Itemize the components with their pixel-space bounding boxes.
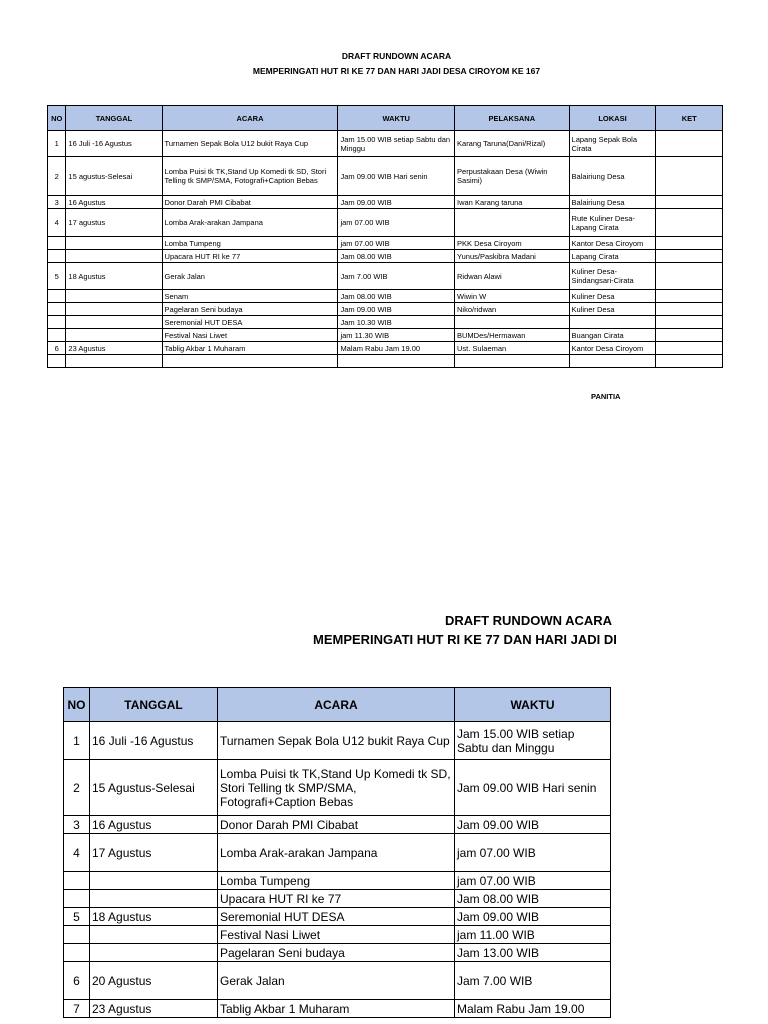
doc2-cell-acara: Seremonial HUT DESA	[218, 908, 455, 926]
table-row	[48, 303, 723, 316]
doc1-cell-ket	[656, 263, 723, 290]
doc1-header-acara: ACARA	[162, 106, 338, 131]
doc2-cell-tanggal: 23 Agustus	[90, 1000, 218, 1018]
table-row	[48, 157, 723, 196]
doc1-cell-no	[48, 316, 66, 329]
doc1-cell-ket	[656, 303, 723, 316]
doc2-cell-no: 5	[64, 908, 90, 926]
doc1-cell-tanggal: 23 Agustus	[66, 342, 162, 355]
table-row	[64, 926, 611, 944]
doc1-cell-no	[48, 290, 66, 303]
doc2-header-tanggal: TANGGAL	[90, 688, 218, 722]
doc1-cell-tanggal	[66, 316, 162, 329]
doc1-cell-no: 3	[48, 196, 66, 209]
doc1-cell-ket	[656, 329, 723, 342]
doc1-cell-tanggal: 15 agustus-Selesai	[66, 157, 162, 196]
doc1-cell-ket	[656, 316, 723, 329]
doc2-cell-waktu: Jam 09.00 WIB Hari senin	[455, 760, 611, 816]
doc2-cell-acara: Pagelaran Seni budaya	[218, 944, 455, 962]
doc1-cell-acara	[162, 355, 338, 368]
doc1-header-ket: KET	[656, 106, 723, 131]
doc1-cell-lokasi: Lapang Sepak Bola Cirata	[569, 131, 656, 157]
doc1-cell-acara: Gerak Jalan	[162, 263, 338, 290]
doc1-cell-pelaksana: Perpustakaan Desa (Wiwin Sasimi)	[455, 157, 570, 196]
doc2-cell-waktu: Jam 13.00 WIB	[455, 944, 611, 962]
doc2-cell-waktu: jam 07.00 WIB	[455, 834, 611, 872]
doc1-header-pelaksana: PELAKSANA	[455, 106, 570, 131]
doc1-cell-tanggal	[66, 290, 162, 303]
doc2-cell-no: 2	[64, 760, 90, 816]
table-row	[48, 316, 723, 329]
doc1-cell-ket	[656, 342, 723, 355]
doc2-cell-tanggal	[90, 944, 218, 962]
table-row	[64, 908, 611, 926]
table-row	[48, 209, 723, 237]
doc2-cell-waktu: jam 11.00 WIB	[455, 926, 611, 944]
doc1-cell-lokasi: Lapang Cirata	[569, 250, 656, 263]
doc1-cell-tanggal	[66, 355, 162, 368]
doc2-cell-tanggal	[90, 890, 218, 908]
doc1-cell-waktu: jam 11.30 WIB	[338, 329, 455, 342]
doc1-cell-no	[48, 250, 66, 263]
table-row	[64, 962, 611, 1000]
doc2-cell-no	[64, 872, 90, 890]
doc2-cell-waktu: Jam 08.00 WIB	[455, 890, 611, 908]
doc1-cell-acara: Lomba Tumpeng	[162, 237, 338, 250]
doc1-header-no: NO	[48, 106, 66, 131]
doc2-cell-acara: Festival Nasi Liwet	[218, 926, 455, 944]
doc2-cell-waktu: Jam 7.00 WIB	[455, 962, 611, 1000]
doc2-cell-tanggal: 16 Agustus	[90, 816, 218, 834]
doc1-cell-pelaksana: Karang Taruna(Dani/Rizal)	[455, 131, 570, 157]
doc1-header-row	[48, 106, 723, 131]
doc1-cell-lokasi: Kantor Desa Ciroyom	[569, 342, 656, 355]
doc1-header-tanggal: TANGGAL	[66, 106, 162, 131]
doc1-cell-waktu	[338, 355, 455, 368]
table-row	[64, 890, 611, 908]
doc1-cell-ket	[656, 157, 723, 196]
doc1-cell-pelaksana: BUMDes/Hermawan	[455, 329, 570, 342]
doc1-cell-ket	[656, 209, 723, 237]
doc1-cell-lokasi	[569, 355, 656, 368]
doc1-cell-ket	[656, 131, 723, 157]
doc2-cell-tanggal	[90, 872, 218, 890]
table-row	[48, 250, 723, 263]
doc1-cell-waktu: Jam 09.00 WIB	[338, 303, 455, 316]
doc1-cell-no	[48, 303, 66, 316]
doc1-header-waktu: WAKTU	[338, 106, 455, 131]
doc1-cell-waktu: Jam 7.00 WIB	[338, 263, 455, 290]
doc1-cell-pelaksana	[455, 209, 570, 237]
signature-label: PANITIA	[591, 392, 621, 401]
doc1-cell-pelaksana: Ust. Sulaeman	[455, 342, 570, 355]
doc2-cell-tanggal: 20 Agustus	[90, 962, 218, 1000]
table-row	[48, 196, 723, 209]
doc1-cell-pelaksana: Yunus/Paskibra Madani	[455, 250, 570, 263]
doc2-cell-no	[64, 944, 90, 962]
table-row	[64, 944, 611, 962]
doc1-cell-lokasi: Rute Kuliner Desa-Lapang Cirata	[569, 209, 656, 237]
doc1-cell-pelaksana: Ridwan Alawi	[455, 263, 570, 290]
doc2-header-row	[64, 688, 611, 722]
doc1-cell-waktu: Jam 09.00 WIB Hari senin	[338, 157, 455, 196]
doc1-cell-waktu: jam 07.00 WIB	[338, 237, 455, 250]
doc1-cell-ket	[656, 196, 723, 209]
doc1-cell-pelaksana	[455, 355, 570, 368]
doc1-cell-no: 4	[48, 209, 66, 237]
doc2-cell-acara: Gerak Jalan	[218, 962, 455, 1000]
doc1-cell-tanggal: 16 Juli -16 Agustus	[66, 131, 162, 157]
doc1-cell-waktu: Jam 08.00 WIB	[338, 250, 455, 263]
doc1-cell-lokasi: Kuliner Desa-Sindangsari-Cirata	[569, 263, 656, 290]
doc1-cell-acara: Lomba Arak-arakan Jampana	[162, 209, 338, 237]
doc1-cell-ket	[656, 250, 723, 263]
table-row	[64, 722, 611, 760]
doc1-cell-tanggal: 17 agustus	[66, 209, 162, 237]
doc1-cell-acara: Seremonial HUT DESA	[162, 316, 338, 329]
doc2-cell-acara: Tablig Akbar 1 Muharam	[218, 1000, 455, 1018]
table-row	[48, 290, 723, 303]
table-row	[48, 263, 723, 290]
doc1-cell-waktu: Jam 15.00 WIB setiap Sabtu dan Minggu	[338, 131, 455, 157]
doc1-cell-no: 5	[48, 263, 66, 290]
doc1-cell-pelaksana: Iwan Karang taruna	[455, 196, 570, 209]
doc1-cell-acara: Pagelaran Seni budaya	[162, 303, 338, 316]
doc2-cell-waktu: Jam 15.00 WIB setiap Sabtu dan Minggu	[455, 722, 611, 760]
doc1-cell-tanggal	[66, 237, 162, 250]
doc1-cell-lokasi: Kantor Desa Ciroyom	[569, 237, 656, 250]
doc1-cell-pelaksana: Niko/ridwan	[455, 303, 570, 316]
doc1-cell-lokasi: Balairiung Desa	[569, 157, 656, 196]
doc1-cell-acara: Turnamen Sepak Bola U12 bukit Raya Cup	[162, 131, 338, 157]
doc1-cell-tanggal: 18 Agustus	[66, 263, 162, 290]
table-row	[64, 834, 611, 872]
doc2-cell-acara: Lomba Puisi tk TK,Stand Up Komedi tk SD, Stori Telling tk SMP/SMA, Fotografi+Caption Bebas	[218, 760, 455, 816]
doc2-cell-no	[64, 890, 90, 908]
doc1-subtitle: MEMPERINGATI HUT RI KE 77 DAN HARI JADI DESA CIROYOM KE 167	[252, 66, 541, 76]
doc1-cell-no	[48, 329, 66, 342]
doc1-cell-acara: Tablig Akbar 1 Muharam	[162, 342, 338, 355]
doc2-cell-tanggal: 16 Juli -16 Agustus	[90, 722, 218, 760]
doc2-cell-no: 1	[64, 722, 90, 760]
doc1-cell-pelaksana	[455, 316, 570, 329]
doc1-cell-tanggal	[66, 250, 162, 263]
doc1-cell-no	[48, 355, 66, 368]
doc2-cell-waktu: Jam 09.00 WIB	[455, 816, 611, 834]
doc2-title: DRAFT RUNDOWN ACARA	[445, 613, 613, 628]
doc1-cell-acara: Festival Nasi Liwet	[162, 329, 338, 342]
doc1-cell-lokasi: Buangan Cirata	[569, 329, 656, 342]
doc2-cell-waktu: Jam 09.00 WIB	[455, 908, 611, 926]
doc1-cell-acara: Upacara HUT RI ke 77	[162, 250, 338, 263]
doc1-cell-lokasi: Balairiung Desa	[569, 196, 656, 209]
doc1-cell-waktu: jam 07.00 WIB	[338, 209, 455, 237]
table-row	[48, 237, 723, 250]
doc2-cell-tanggal: 17 Agustus	[90, 834, 218, 872]
doc2-header-waktu: WAKTU	[455, 688, 611, 722]
doc2-cell-waktu: jam 07.00 WIB	[455, 872, 611, 890]
table-row	[48, 131, 723, 157]
doc1-cell-acara: Lomba Puisi tk TK,Stand Up Komedi tk SD, Stori Telling tk SMP/SMA, Fotografi+Caption Bebas	[162, 157, 338, 196]
table-row	[64, 760, 611, 816]
table-row	[48, 342, 723, 355]
doc2-header-no: NO	[64, 688, 90, 722]
doc1-cell-lokasi	[569, 316, 656, 329]
doc1-cell-tanggal	[66, 303, 162, 316]
doc1-cell-ket	[656, 355, 723, 368]
doc2-cell-tanggal: 15 Agustus-Selesai	[90, 760, 218, 816]
doc2-cell-no: 3	[64, 816, 90, 834]
doc1-cell-acara: Senam	[162, 290, 338, 303]
doc2-header-acara: ACARA	[218, 688, 455, 722]
doc1-cell-pelaksana: PKK Desa Ciroyom	[455, 237, 570, 250]
doc1-cell-ket	[656, 290, 723, 303]
doc2-subtitle: MEMPERINGATI HUT RI KE 77 DAN HARI JADI DI	[313, 632, 617, 647]
doc2-cell-no	[64, 926, 90, 944]
doc1-cell-lokasi: Kuliner Desa	[569, 303, 656, 316]
doc1-cell-no: 6	[48, 342, 66, 355]
doc1-cell-waktu: Jam 10.30 WIB	[338, 316, 455, 329]
doc1-cell-waktu: Jam 08.00 WIB	[338, 290, 455, 303]
doc2-cell-acara: Donor Darah PMI Cibabat	[218, 816, 455, 834]
doc2-cell-tanggal	[90, 926, 218, 944]
doc1-cell-acara: Donor Darah PMI Cibabat	[162, 196, 338, 209]
doc2-rundown-table	[63, 687, 611, 1018]
doc1-title: DRAFT RUNDOWN ACARA	[341, 51, 452, 61]
doc1-cell-no	[48, 237, 66, 250]
doc2-cell-tanggal: 18 Agustus	[90, 908, 218, 926]
doc2-cell-acara: Lomba Arak-arakan Jampana	[218, 834, 455, 872]
doc1-cell-waktu: Malam Rabu Jam 19.00	[338, 342, 455, 355]
doc1-cell-tanggal	[66, 329, 162, 342]
table-row	[64, 816, 611, 834]
table-row	[64, 872, 611, 890]
doc2-cell-acara: Turnamen Sepak Bola U12 bukit Raya Cup	[218, 722, 455, 760]
doc2-cell-acara: Upacara HUT RI ke 77	[218, 890, 455, 908]
doc1-rundown-table	[47, 105, 723, 368]
doc1-cell-tanggal: 16 Agustus	[66, 196, 162, 209]
table-row	[48, 329, 723, 342]
doc1-cell-pelaksana: Wiwin W	[455, 290, 570, 303]
doc2-cell-acara: Lomba Tumpeng	[218, 872, 455, 890]
doc1-cell-lokasi: Kuliner Desa	[569, 290, 656, 303]
doc1-cell-no: 2	[48, 157, 66, 196]
doc1-cell-waktu: Jam 09.00 WIB	[338, 196, 455, 209]
doc2-cell-no: 4	[64, 834, 90, 872]
doc1-header-lokasi: LOKASI	[569, 106, 656, 131]
table-row	[64, 1000, 611, 1018]
doc2-cell-waktu: Malam Rabu Jam 19.00	[455, 1000, 611, 1018]
doc1-cell-no: 1	[48, 131, 66, 157]
doc2-cell-no: 6	[64, 962, 90, 1000]
doc1-cell-ket	[656, 237, 723, 250]
doc2-cell-no: 7	[64, 1000, 90, 1018]
table-row	[48, 355, 723, 368]
